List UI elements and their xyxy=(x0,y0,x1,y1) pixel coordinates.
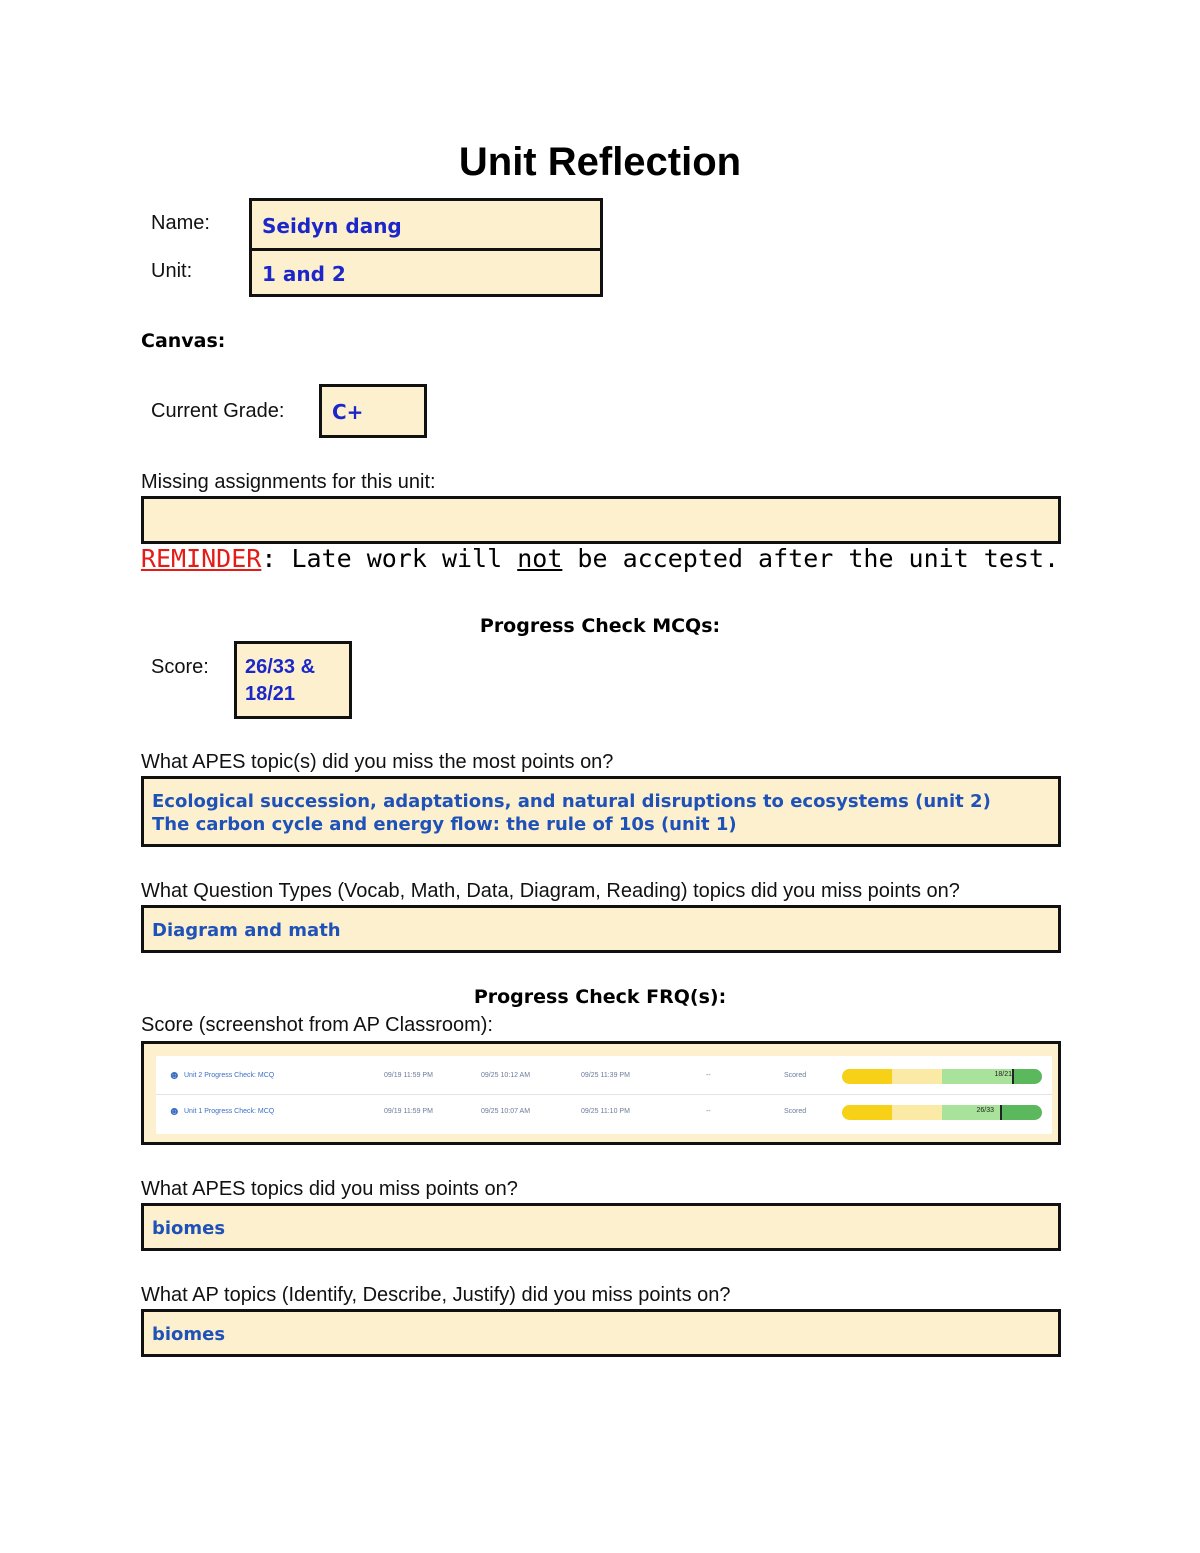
row-start: 09/25 10:07 AM xyxy=(481,1108,531,1115)
row-start: 09/25 10:12 AM xyxy=(481,1072,531,1079)
table-row xyxy=(156,1094,1052,1130)
unit-label: Unit: xyxy=(151,260,193,282)
score-bar xyxy=(842,1105,1042,1120)
topics-mcq-line2[interactable]: The carbon cycle and energy flow: the rule of 10s (unit 1) xyxy=(152,814,737,835)
bar-seg-1 xyxy=(842,1069,892,1084)
apes-frq-box xyxy=(141,1203,1061,1251)
row-dash: -- xyxy=(706,1072,711,1079)
bar-score: 18/21 xyxy=(994,1071,1012,1078)
score-value-1[interactable]: 26/33 & xyxy=(245,656,316,678)
row-status: Scored xyxy=(784,1108,807,1115)
reminder-not: not xyxy=(517,544,563,573)
row-due: 09/19 11:59 PM xyxy=(384,1072,433,1079)
grade-field[interactable]: C+ xyxy=(332,400,364,424)
unit-field[interactable]: 1 and 2 xyxy=(262,262,346,286)
bar-seg-2 xyxy=(892,1069,942,1084)
name-unit-box xyxy=(249,198,603,297)
bar-seg-1 xyxy=(842,1105,892,1120)
missing-box xyxy=(141,496,1061,544)
name-label: Name: xyxy=(151,212,210,234)
bar-seg-4 xyxy=(1012,1069,1042,1084)
row-end: 09/25 11:39 PM xyxy=(581,1072,630,1079)
grade-box xyxy=(319,384,427,438)
row-name[interactable]: Unit 2 Progress Check: MCQ xyxy=(184,1072,275,1079)
bar-tick xyxy=(1000,1105,1002,1120)
row-end: 09/25 11:10 PM xyxy=(581,1108,630,1115)
score-bar xyxy=(842,1069,1042,1084)
row-due: 09/19 11:59 PM xyxy=(384,1108,433,1115)
score-label: Score: xyxy=(151,656,209,678)
ap-topics-field[interactable]: biomes xyxy=(152,1324,226,1345)
table-row xyxy=(156,1058,1052,1095)
reminder-line xyxy=(0,544,1200,573)
row-status: Scored xyxy=(784,1072,807,1079)
reminder-word: REMINDER xyxy=(140,544,262,573)
topics-mcq-box xyxy=(141,776,1061,847)
ap-classroom-screenshot xyxy=(141,1041,1061,1145)
row-name[interactable]: Unit 1 Progress Check: MCQ xyxy=(184,1108,275,1115)
ap-topics-box xyxy=(141,1309,1061,1357)
score-value-2[interactable]: 18/21 xyxy=(245,683,296,705)
score-box xyxy=(234,641,352,719)
apes-frq-field[interactable]: biomes xyxy=(152,1218,226,1239)
q-topics-mcq: What APES topic(s) did you miss the most points on? xyxy=(141,751,614,773)
missing-label: Missing assignments for this unit: xyxy=(141,471,436,493)
types-field[interactable]: Diagram and math xyxy=(152,920,341,941)
types-box xyxy=(141,905,1061,953)
screenshot-table xyxy=(156,1056,1052,1134)
assignment-icon: ☻ xyxy=(168,1104,181,1118)
bar-tick xyxy=(1012,1069,1014,1084)
q-types: What Question Types (Vocab, Math, Data, Diagram, Reading) topics did you miss points on? xyxy=(141,880,960,902)
frq-score-label: Score (screenshot from AP Classroom): xyxy=(141,1014,493,1036)
box-divider xyxy=(252,248,600,251)
q-ap-topics: What AP topics (Identify, Describe, Justify) did you miss points on? xyxy=(141,1284,731,1306)
canvas-heading: Canvas: xyxy=(141,330,226,352)
topics-mcq-line1[interactable]: Ecological succession, adaptations, and natural disruptions to ecosystems (unit 2) xyxy=(152,791,991,812)
reminder-part1: : Late work will xyxy=(261,544,518,573)
bar-seg-4 xyxy=(1000,1105,1042,1120)
frq-heading: Progress Check FRQ(s): xyxy=(473,986,727,1008)
reminder-part2: be accepted after the unit test. xyxy=(562,544,1060,573)
grade-label: Current Grade: xyxy=(151,400,285,422)
bar-seg-2 xyxy=(892,1105,942,1120)
assignment-icon: ☻ xyxy=(168,1068,181,1082)
mcq-heading: Progress Check MCQs: xyxy=(479,615,721,637)
bar-score: 26/33 xyxy=(976,1107,994,1114)
page-title: Unit Reflection xyxy=(458,140,742,184)
q-apes-frq: What APES topics did you miss points on? xyxy=(141,1178,518,1200)
row-dash: -- xyxy=(706,1108,711,1115)
name-field[interactable]: Seidyn dang xyxy=(262,214,402,238)
